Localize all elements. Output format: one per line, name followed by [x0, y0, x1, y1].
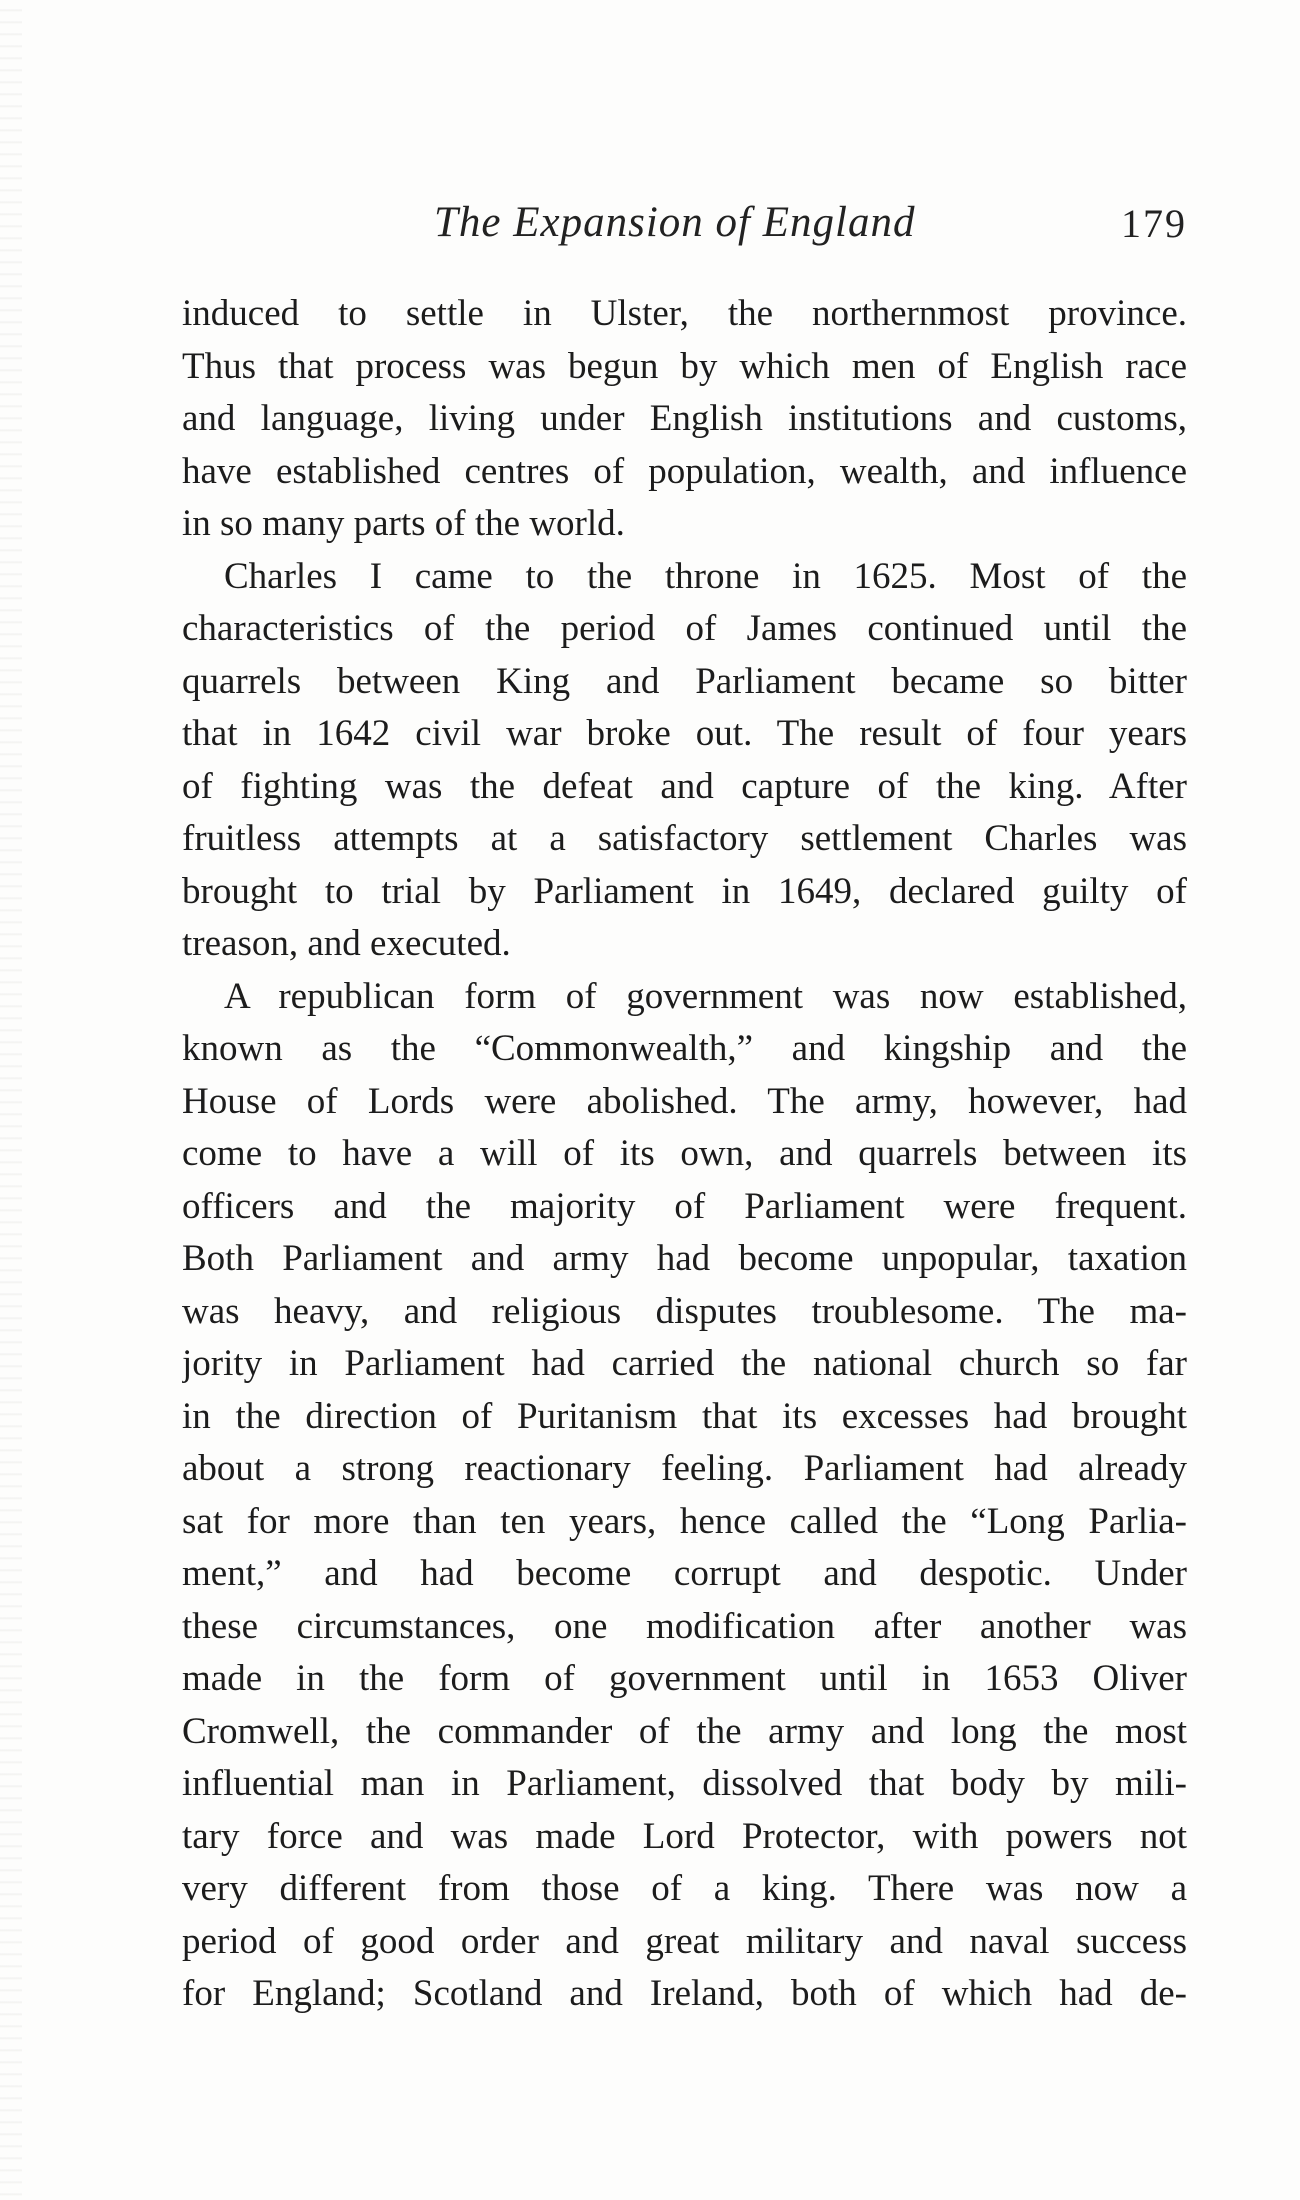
text-line: for England; Scotland and Ireland, both of which had de- [182, 1973, 1187, 2014]
text-line: very different from those of a king. There was now a [182, 1868, 1187, 1909]
text-line: officers and the majority of Parliament were frequent. [182, 1185, 1187, 1227]
text-line: and language, living under English institutions and customs, [182, 398, 1187, 439]
text-line: known as the “Commonwealth,” and kingship and the [182, 1028, 1187, 1069]
text-line: brought to trial by Parliament in 1649, declared guilty of [182, 870, 1187, 912]
text-line: was heavy, and religious disputes troublesome. The ma- [182, 1290, 1187, 1332]
text-line: fruitless attempts at a satisfactory settlement Charles was [182, 818, 1187, 859]
text-line: about a strong reactionary feeling. Parliament had already [182, 1448, 1187, 1489]
text-line: sat for more than ten years, hence called the “Long Parlia- [182, 1500, 1187, 1542]
text-line: in the direction of Puritanism that its excesses had brought [182, 1395, 1187, 1437]
text-line: made in the form of government until in 1653 Oliver [182, 1658, 1187, 1699]
text-line: A republican form of government was now established, [224, 975, 1187, 1017]
text-line: characteristics of the period of James continued until the [182, 608, 1187, 649]
text-line: of fighting was the defeat and capture of the king. After [182, 765, 1187, 807]
running-title: The Expansion of England [434, 199, 916, 246]
page-number: 179 [1121, 201, 1187, 246]
text-line: tary force and was made Lord Protector, with powers not [182, 1815, 1187, 1857]
text-line: Both Parliament and army had become unpopular, taxation [182, 1238, 1187, 1279]
text-line: in so many parts of the world. [182, 503, 625, 544]
text-line: Charles I came to the throne in 1625. Most of the [224, 555, 1187, 597]
text-line: quarrels between King and Parliament became so bitter [182, 660, 1187, 702]
paragraph-2 [182, 551, 1187, 971]
text-line: that in 1642 civil war broke out. The result of four years [182, 713, 1187, 754]
page-edge-shadow [0, 0, 22, 2200]
text-line: treason, and executed. [182, 923, 511, 964]
text-line: come to have a will of its own, and quarrels between its [182, 1133, 1187, 1174]
running-head [182, 198, 1187, 258]
text-line: influential man in Parliament, dissolved that body by mili- [182, 1763, 1187, 1804]
paragraph-1 [182, 288, 1187, 551]
text-line: jority in Parliament had carried the national church so far [182, 1343, 1187, 1384]
text-line: induced to settle in Ulster, the northernmost province. [182, 293, 1187, 334]
text-line: House of Lords were abolished. The army, however, had [182, 1080, 1187, 1122]
text-line: Cromwell, the commander of the army and long the most [182, 1710, 1187, 1752]
text-line: period of good order and great military and naval success [182, 1920, 1187, 1962]
text-line: Thus that process was begun by which men of English race [182, 345, 1187, 387]
body-text [182, 288, 1187, 2021]
text-line: have established centres of population, wealth, and influence [182, 450, 1187, 492]
text-line: ment,” and had become corrupt and despotic. Under [182, 1553, 1187, 1594]
text-line: these circumstances, one modification after another was [182, 1605, 1187, 1647]
paragraph-3 [182, 971, 1187, 2021]
